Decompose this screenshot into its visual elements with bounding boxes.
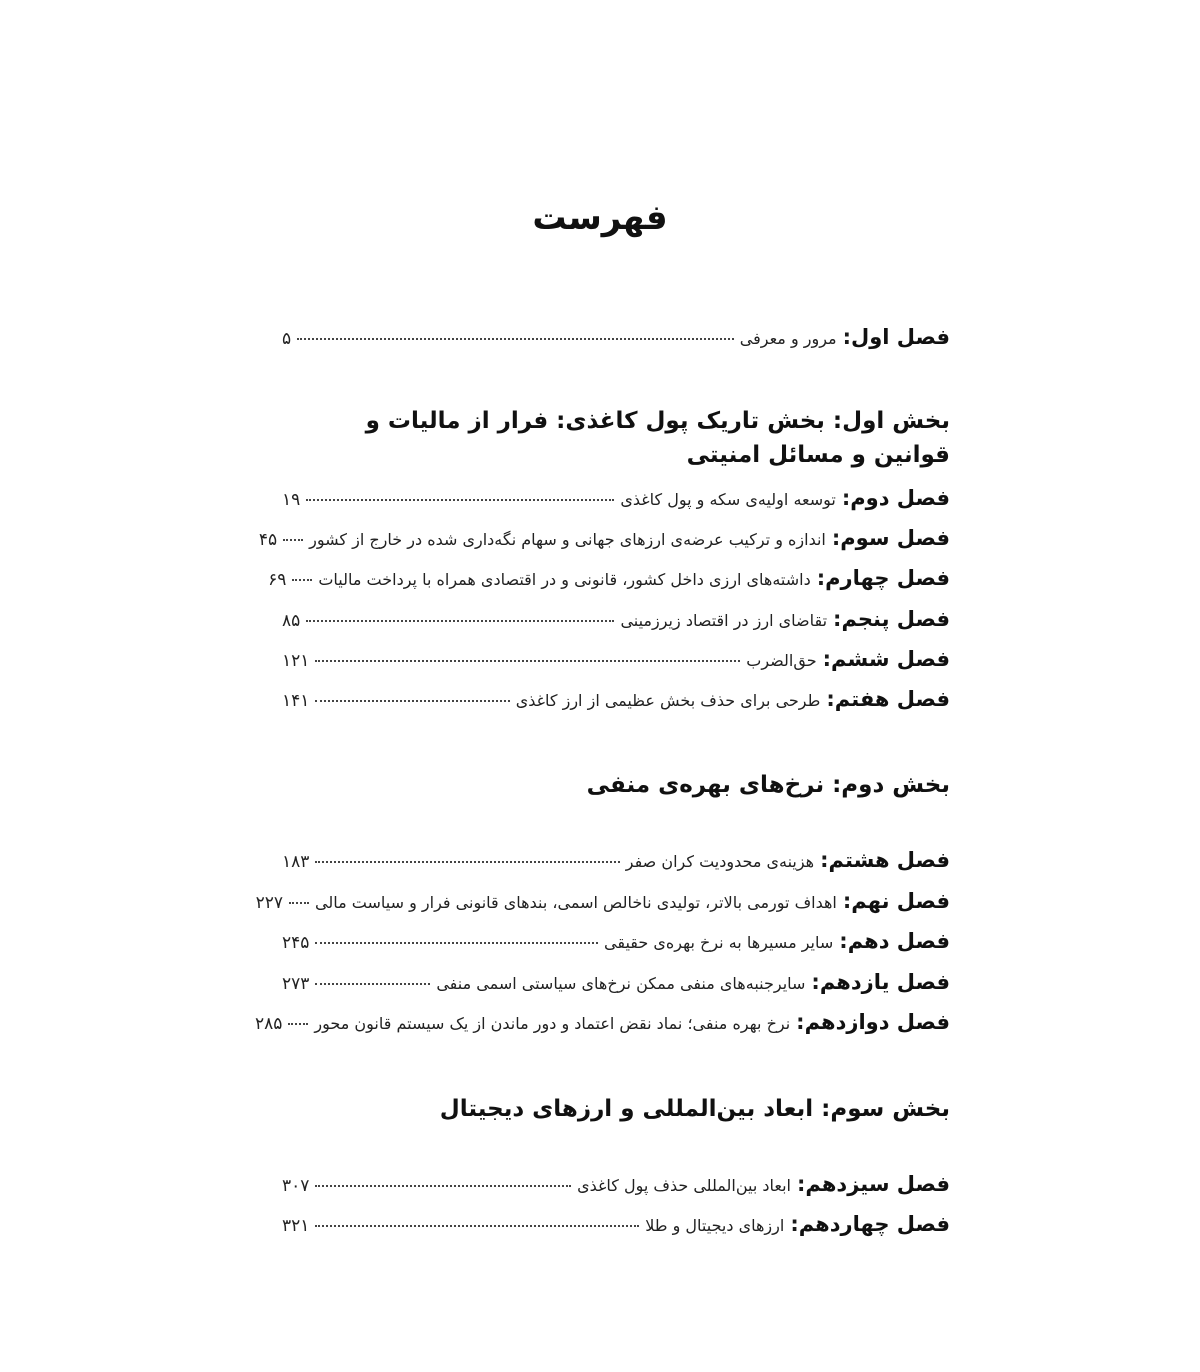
dot-leader <box>297 338 734 340</box>
chapter-title: اندازه و ترکیب عرضه‌ی ارزهای جهانی و سهام نگه‌داری شده در خارج از کشور <box>309 530 826 549</box>
chapter-number: فصل سیزدهم <box>805 1172 950 1196</box>
page-number: ۱۴۱ <box>282 691 310 711</box>
toc-entry-chapter-5[interactable] <box>282 607 950 639</box>
dot-leader <box>306 620 614 622</box>
page-number: ۸۵ <box>282 611 301 631</box>
toc-entry-chapter-10[interactable] <box>282 929 950 961</box>
toc-entry-chapter-13[interactable] <box>282 1172 950 1204</box>
dot-leader <box>315 942 598 944</box>
chapter-number: فصل دهم <box>847 929 950 953</box>
toc-entry-chapter-12[interactable] <box>255 1010 950 1042</box>
page-number: ۱۹ <box>282 490 301 510</box>
toc-entry-chapter-4[interactable] <box>268 566 950 598</box>
chapter-colon: : <box>842 325 852 349</box>
chapter-number: فصل هشتم <box>828 848 950 872</box>
chapter-colon: : <box>842 889 852 913</box>
page-number: ۴۵ <box>258 530 278 550</box>
part-heading-3: بخش سوم: ابعاد بین‌المللی و ارزهای دیجیتال <box>439 1096 950 1122</box>
chapter-number: فصل اول <box>851 325 950 349</box>
chapter-title: اهداف تورمی بالاتر، تولیدی ناخالص اسمی، بندهای قانونی فرار و سیاست مالی <box>315 893 837 912</box>
chapter-colon: : <box>841 486 851 510</box>
chapter-colon: : <box>826 687 835 711</box>
chapter-title: توسعه اولیه‌ی سکه و پول کاغذی <box>620 490 836 509</box>
chapter-title: طرحی برای حذف بخش عظیمی از ارز کاغذی <box>515 691 821 710</box>
chapter-colon: : <box>796 1010 805 1034</box>
page-number: ۳۰۷ <box>282 1176 310 1196</box>
toc-entry-chapter-3[interactable] <box>258 526 950 558</box>
chapter-number: فصل یازدهم <box>819 970 950 994</box>
dot-leader <box>315 1185 571 1187</box>
chapter-title: هزینه‌ی محدودیت کران صفر <box>625 852 815 871</box>
chapter-number: فصل چهارم <box>825 566 950 590</box>
chapter-colon: : <box>797 1172 806 1196</box>
page-number: ۵ <box>282 329 292 349</box>
page-number: ۳۲۱ <box>282 1216 310 1236</box>
dot-leader <box>315 983 430 985</box>
chapter-number: فصل ششم <box>831 647 950 671</box>
dot-leader <box>315 1225 639 1227</box>
chapter-title: نرخ بهره منفی؛ نماد نقض اعتماد و دور ماندن از یک سیستم قانون محور <box>314 1014 791 1033</box>
dot-leader <box>315 861 619 863</box>
chapter-title: حق‌الضرب <box>746 651 817 670</box>
chapter-number: فصل سوم <box>840 526 950 550</box>
chapter-number: فصل پنجم <box>841 607 950 631</box>
toc-entry-chapter-2[interactable] <box>282 486 950 518</box>
page-number: ۶۹ <box>268 570 287 590</box>
chapter-title: داشته‌های ارزی داخل کشور، قانونی و در اقتصادی همراه با پرداخت مالیات <box>318 570 811 589</box>
toc-entry-chapter-14[interactable] <box>282 1212 950 1244</box>
part-heading-1: بخش اول: بخش تاریک پول کاغذی: فرار از مالیات و قوانین و مسائل امنیتی <box>365 408 950 468</box>
chapter-colon: : <box>822 647 831 671</box>
page-number: ۱۲۱ <box>282 651 310 671</box>
dot-leader <box>283 539 303 541</box>
dot-leader <box>306 499 614 501</box>
chapter-title: ارزهای دیجیتال و طلا <box>645 1216 785 1235</box>
dot-leader <box>292 579 312 581</box>
chapter-title: تقاضای ارز در اقتصاد زیرزمینی <box>620 611 828 630</box>
toc-entry-chapter-8[interactable] <box>282 848 950 880</box>
chapter-colon: : <box>790 1212 799 1236</box>
chapter-title: سایر مسیرها به نرخ بهره‌ی حقیقی <box>604 933 834 952</box>
page-number: ۲۲۷ <box>255 893 284 913</box>
toc-entry-chapter-6[interactable] <box>282 647 950 679</box>
dot-leader <box>289 902 309 904</box>
dot-leader <box>288 1023 308 1025</box>
page-number: ۲۷۳ <box>282 974 310 994</box>
chapter-number: فصل دوازدهم <box>804 1010 950 1034</box>
chapter-title: مرور و معرفی <box>739 329 837 348</box>
part-heading-2: بخش دوم: نرخ‌های بهره‌ی منفی <box>586 772 950 798</box>
chapter-title: سایرجنبه‌های منفی ممکن نرخ‌های سیاستی اسمی منفی <box>436 974 806 993</box>
page-number: ۲۸۵ <box>255 1014 283 1034</box>
dot-leader <box>315 660 740 662</box>
chapter-colon: : <box>831 526 841 550</box>
chapter-title: ابعاد بین‌المللی حذف پول کاغذی <box>577 1176 791 1195</box>
chapter-colon: : <box>833 607 842 631</box>
chapter-colon: : <box>820 848 829 872</box>
page-number: ۱۸۳ <box>282 852 310 872</box>
toc-entry-chapter-7[interactable] <box>282 687 950 719</box>
chapter-number: فصل چهاردهم <box>798 1212 950 1236</box>
dot-leader <box>315 700 509 702</box>
toc-entry-chapter-11[interactable] <box>282 970 950 1002</box>
chapter-colon: : <box>839 929 848 953</box>
chapter-number: فصل هفتم <box>834 687 950 711</box>
chapter-number: فصل نهم <box>851 889 950 913</box>
page-title: فهرست <box>532 198 668 238</box>
chapter-colon: : <box>816 566 826 590</box>
page-number: ۲۴۵ <box>282 933 310 953</box>
toc-entry-chapter-1[interactable] <box>282 325 950 357</box>
toc-entry-chapter-9[interactable] <box>255 889 950 921</box>
chapter-colon: : <box>811 970 820 994</box>
chapter-number: فصل دوم <box>850 486 950 510</box>
